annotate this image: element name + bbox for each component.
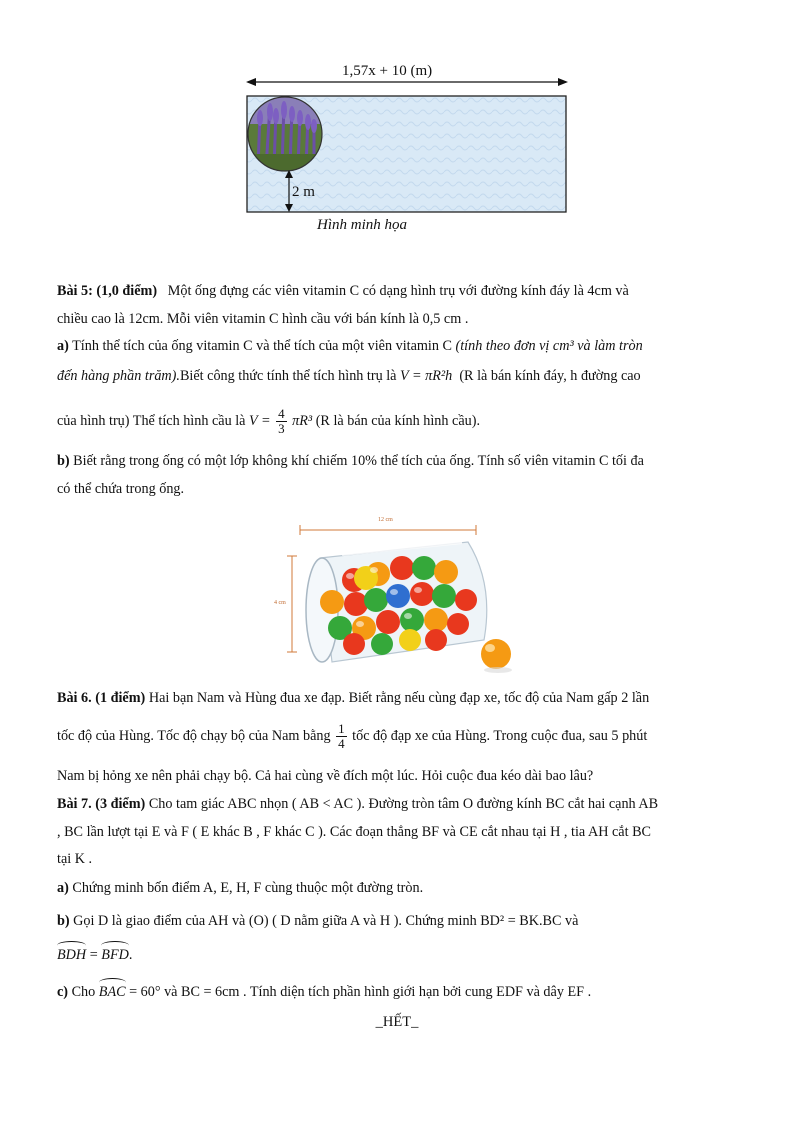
bai7-line1: Bài 7. (3 điểm) Cho tam giác ABC nhọn ( AB < AC ). Đường tròn tâm O đường kính BC cắt hai cạnh AB <box>57 796 659 812</box>
bai6-line1: Bài 6. (1 điểm) Hai bạn Nam và Hùng đua xe đạp. Biết rằng nếu cùng đạp xe, tốc độ của Nam gấp 2 lần <box>57 690 650 706</box>
bai5-line7: có thể chứa trong ống. <box>57 481 185 497</box>
bai5-line5: của hình trụ) Thể tích hình cầu là V = $\frac{4}{3}$ πR³ (R là bán của kính hình cầu). <box>57 406 480 437</box>
height-label: 2 m <box>292 184 315 200</box>
bai5-line1: Bài 5: (1,0 điểm) Một ống đựng các viên vitamin C có dạng hình trụ với đường kính đáy là 4cm và <box>57 283 629 299</box>
formula-cylinder: V = πR²h <box>400 368 453 384</box>
figure-lavender-field <box>240 58 580 238</box>
angle-bdh: BDH <box>57 947 87 963</box>
tube-length-label: 12 cm <box>378 517 393 523</box>
bai5-title: Bài 5: (1,0 điểm) <box>57 283 158 299</box>
bai7-a: a) Chứng minh bốn điểm A, E, H, F cùng thuộc một đường tròn. <box>57 880 424 896</box>
bai7-c: c) Cho BAC = 60° và BC = 6cm . Tính diện tích phần hình giới hạn bởi cung EDF và dây EF . <box>57 984 592 1000</box>
bai6-line3: Nam bị hỏng xe nên phải chạy bộ. Cả hai cùng về đích một lúc. Hỏi cuộc đua kéo dài bao lâu? <box>57 768 594 784</box>
field-diagram <box>240 58 580 218</box>
end-marker: _HẾT_ <box>375 1014 419 1030</box>
loose-vitamin-ball <box>481 639 511 669</box>
bai5-line2: chiều cao là 12cm. Mỗi viên vitamin C hình cầu với bán kính là 0,5 cm . <box>57 311 469 327</box>
bai7-line2: , BC lần lượt tại E và F ( E khác B , F khác C ). Các đoạn thẳng BF và CE cắt nhau tại H , tia AH cắt BC <box>57 824 652 840</box>
fraction-1-4: $\frac{1}{4}$ <box>338 721 345 752</box>
dimension-label: 1,57x + 10 (m) <box>342 63 433 79</box>
tube-illustration <box>272 516 528 674</box>
angle-bac: BAC <box>98 984 126 1000</box>
bai5-line4: đến hàng phần trăm).Biết công thức tính thể tích hình trụ là V = πR²h (R là bán kính đáy, h đường cao <box>57 368 641 384</box>
bai7-title: Bài 7. (3 điểm) <box>57 796 146 812</box>
tube-diameter-label: 4 cm <box>274 600 286 606</box>
bai7-b-angles: BDH = BFD. <box>57 947 133 963</box>
angle-bfd: BFD <box>101 947 129 963</box>
bai7-line3: tại K . <box>57 851 93 867</box>
figure-caption: Hình minh họa <box>317 217 407 233</box>
bai5-line3: a) Tính thể tích của ống vitamin C và thể tích của một viên vitamin C (tính theo đơn vị cm³ và làm tròn <box>57 338 643 354</box>
bai6-title: Bài 6. (1 điểm) <box>57 690 146 706</box>
bai6-line2: tốc độ của Hùng. Tốc độ chạy bộ của Nam bằng $\frac{1}{4}$ tốc độ đạp xe của Hùng. Trong cuộc đua, sau 5 phút <box>57 721 648 752</box>
fraction-4-3: $\frac{4}{3}$ <box>278 406 285 437</box>
bai7-b: b) Gọi D là giao điểm của AH và (O) ( D nằm giữa A và H ). Chứng minh BD² = BK.BC và <box>57 913 579 929</box>
bai5-line6: b) Biết rằng trong ống có một lớp không khí chiếm 10% thể tích của ống. Tính số viên vitamin C tối đa <box>57 453 644 469</box>
figure-vitamin-tube <box>272 516 528 674</box>
